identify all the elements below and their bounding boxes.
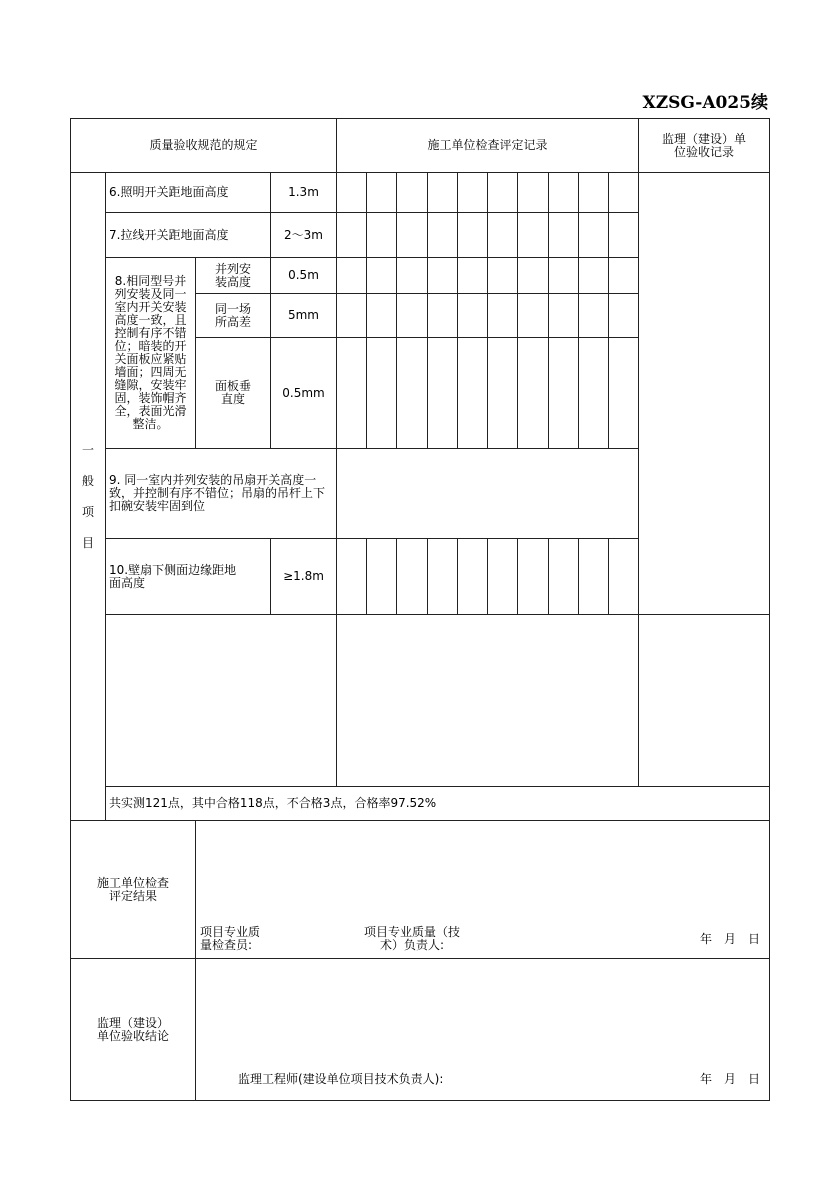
record-cell[interactable] bbox=[548, 293, 579, 338]
header-supervision-record: 监理（建设）单位验收记录 bbox=[638, 118, 770, 173]
record-cell[interactable] bbox=[608, 212, 639, 258]
record-cell[interactable] bbox=[457, 212, 488, 258]
record-cell[interactable] bbox=[517, 293, 549, 338]
record-cell[interactable] bbox=[578, 337, 609, 449]
record-cell[interactable] bbox=[487, 293, 518, 338]
record-cell[interactable] bbox=[608, 293, 639, 338]
inspector-label: 项目专业质量检查员: bbox=[200, 925, 261, 952]
item6-value: 1.3m bbox=[270, 172, 337, 213]
item8-sub1-value: 0.5m bbox=[270, 257, 337, 294]
supervision-date: 年 月 日 bbox=[700, 1072, 761, 1086]
item10-value: ≥1.8m bbox=[270, 538, 337, 615]
record-cell[interactable] bbox=[427, 212, 458, 258]
record-cell[interactable] bbox=[366, 172, 397, 213]
record-cell[interactable] bbox=[396, 172, 428, 213]
record-cell[interactable] bbox=[457, 293, 488, 338]
record-cell[interactable] bbox=[427, 293, 458, 338]
supervision-conclusion-label bbox=[70, 958, 196, 1101]
section-label-general-items bbox=[70, 172, 106, 821]
record-cell[interactable] bbox=[366, 337, 397, 449]
record-cell[interactable] bbox=[578, 257, 609, 294]
record-cell[interactable] bbox=[396, 337, 428, 449]
record-cell[interactable] bbox=[457, 538, 488, 615]
section-char: 项 bbox=[81, 504, 94, 519]
record-cell[interactable] bbox=[608, 337, 639, 449]
item8-sub3-value: 0.5mm bbox=[270, 337, 337, 449]
record-cell[interactable] bbox=[396, 538, 428, 615]
record-cell[interactable] bbox=[336, 293, 367, 338]
item10-label: 10.壁扇下侧面边缘距地面高度 bbox=[105, 538, 271, 615]
record-cell[interactable] bbox=[578, 293, 609, 338]
record-cell[interactable] bbox=[336, 212, 367, 258]
engineer-label: 监理工程师(建设单位项目技术负责人): bbox=[238, 1072, 444, 1086]
record-cell[interactable] bbox=[517, 212, 549, 258]
section-char: 目 bbox=[81, 535, 94, 550]
responsible-label: 项目专业质量（技术）负责人: bbox=[363, 925, 460, 952]
item7-value: 2～3m bbox=[270, 212, 337, 258]
item6-label: 6.照明开关距地面高度 bbox=[105, 172, 271, 213]
item8-sub2-label: 同一场所高差 bbox=[195, 293, 271, 338]
record-cell[interactable] bbox=[517, 337, 549, 449]
record-cell[interactable] bbox=[517, 257, 549, 294]
item8-sub2-value: 5mm bbox=[270, 293, 337, 338]
item9-record-cell[interactable] bbox=[336, 448, 639, 539]
construction-result-label-text: 施工单位检查评定结果 bbox=[96, 875, 169, 903]
record-cell[interactable] bbox=[396, 257, 428, 294]
construction-result-cell[interactable] bbox=[195, 820, 770, 959]
record-cell[interactable] bbox=[517, 538, 549, 615]
record-cell[interactable] bbox=[578, 212, 609, 258]
record-cell[interactable] bbox=[487, 337, 518, 449]
item8-sub3-label: 面板垂直度 bbox=[195, 337, 271, 449]
record-cell[interactable] bbox=[517, 172, 549, 213]
record-cell[interactable] bbox=[487, 257, 518, 294]
record-cell[interactable] bbox=[336, 538, 367, 615]
record-cell[interactable] bbox=[427, 538, 458, 615]
record-cell[interactable] bbox=[457, 337, 488, 449]
record-cell[interactable] bbox=[396, 293, 428, 338]
item8-label: 8.相同型号并列安装及同一室内开关安装高度一致，且控制有序不错位；暗装的开关面板应紧贴墙面；四周无缝隙，安装牢固，装饰帽齐全，表面光滑整洁。 bbox=[105, 257, 196, 449]
record-cell[interactable] bbox=[578, 172, 609, 213]
record-cell[interactable] bbox=[366, 257, 397, 294]
record-cell[interactable] bbox=[427, 337, 458, 449]
record-cell[interactable] bbox=[608, 538, 639, 615]
record-cell[interactable] bbox=[548, 538, 579, 615]
section-char: 般 bbox=[81, 473, 94, 488]
record-cell[interactable] bbox=[487, 538, 518, 615]
record-cell[interactable] bbox=[366, 212, 397, 258]
item9-label: 9. 同一室内并列安装的吊扇开关高度一致，并控制有序不错位；吊扇的吊杆上下扣碗安装牢固到位 bbox=[105, 448, 337, 539]
form-code: XZSG-A025续 bbox=[642, 93, 768, 113]
record-cell[interactable] bbox=[548, 257, 579, 294]
construction-result-label bbox=[70, 820, 196, 959]
record-cell[interactable] bbox=[336, 337, 367, 449]
supervision-blank-cell[interactable] bbox=[638, 614, 770, 787]
supervision-record-cell[interactable] bbox=[638, 172, 770, 615]
record-cell[interactable] bbox=[336, 172, 367, 213]
record-cell[interactable] bbox=[548, 337, 579, 449]
record-cell[interactable] bbox=[396, 212, 428, 258]
record-cell[interactable] bbox=[608, 172, 639, 213]
record-cell[interactable] bbox=[578, 538, 609, 615]
blank-spec-cell bbox=[105, 614, 337, 787]
record-cell[interactable] bbox=[336, 257, 367, 294]
section-char: 一 bbox=[81, 442, 94, 457]
record-cell[interactable] bbox=[608, 257, 639, 294]
record-cell[interactable] bbox=[457, 172, 488, 213]
header-construction-record: 施工单位检查评定记录 bbox=[336, 118, 639, 173]
construction-date: 年 月 日 bbox=[700, 932, 761, 946]
record-cell[interactable] bbox=[487, 212, 518, 258]
item8-sub1-label: 并列安装高度 bbox=[195, 257, 271, 294]
summary: 共实测121点，其中合格118点，不合格3点，合格率97.52% bbox=[105, 786, 770, 821]
record-cell[interactable] bbox=[366, 293, 397, 338]
blank-record-cell[interactable] bbox=[336, 614, 639, 787]
header-spec: 质量验收规范的规定 bbox=[70, 118, 337, 173]
record-cell[interactable] bbox=[457, 257, 488, 294]
record-cell[interactable] bbox=[427, 257, 458, 294]
supervision-conclusion-label-text: 监理（建设）单位验收结论 bbox=[96, 1015, 169, 1043]
record-cell[interactable] bbox=[366, 538, 397, 615]
record-cell[interactable] bbox=[548, 212, 579, 258]
record-cell[interactable] bbox=[427, 172, 458, 213]
record-cell[interactable] bbox=[487, 172, 518, 213]
item7-label: 7.拉线开关距地面高度 bbox=[105, 212, 271, 258]
record-cell[interactable] bbox=[548, 172, 579, 213]
